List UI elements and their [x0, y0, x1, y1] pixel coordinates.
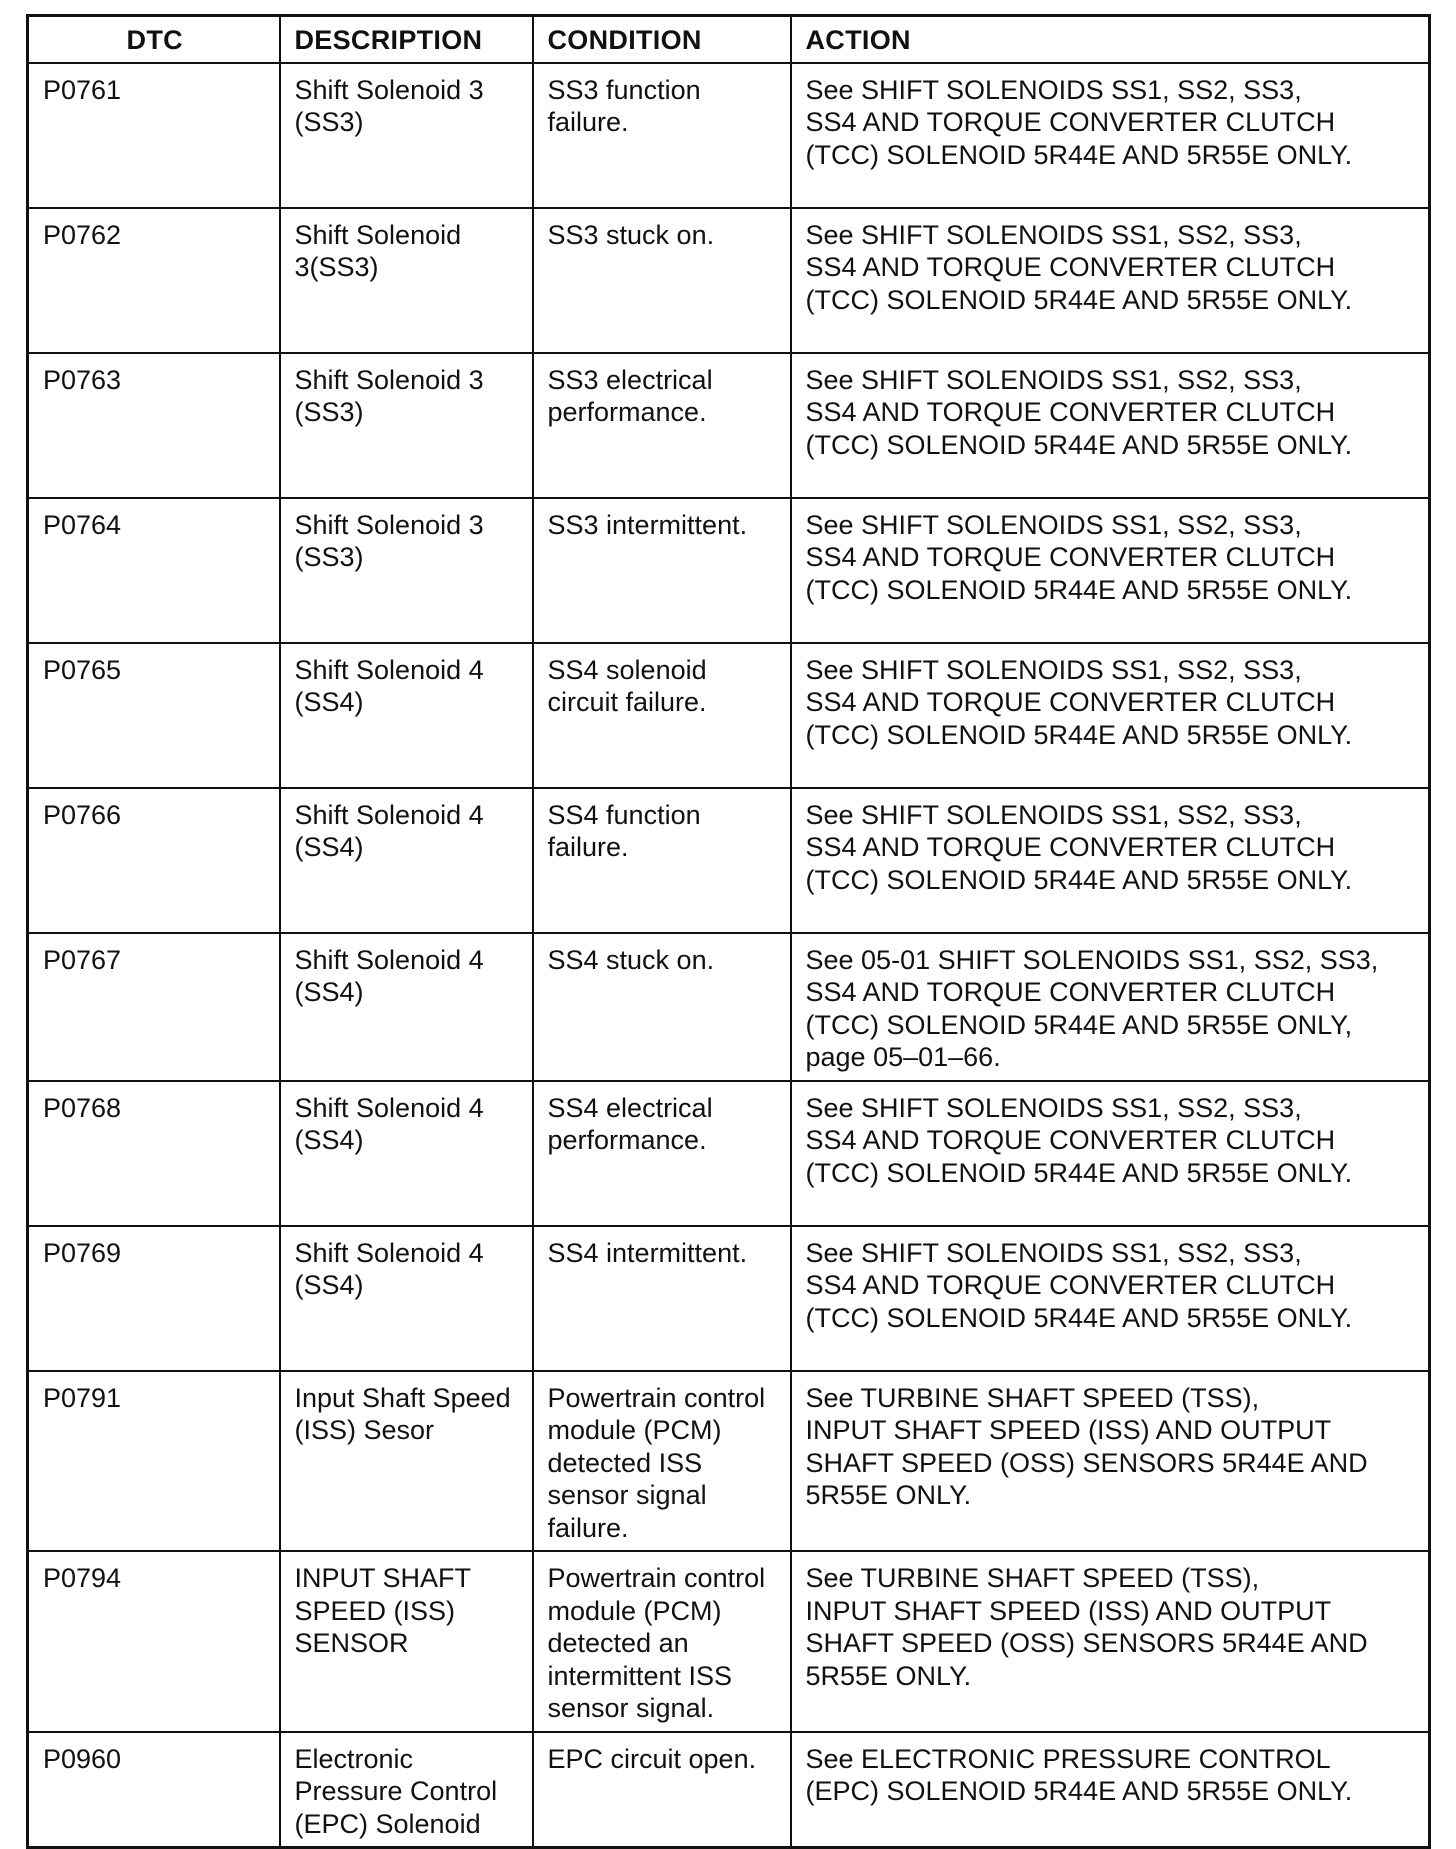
condition-cell: SS3 electrical performance. — [533, 353, 791, 498]
description-cell: Electronic Pressure Control (EPC) Solenoid — [280, 1732, 533, 1848]
condition-cell: SS4 electrical performance. — [533, 1081, 791, 1226]
description-cell: Shift Solenoid 3 (SS3) — [280, 498, 533, 643]
table-row — [28, 63, 1430, 208]
description-cell: Shift Solenoid 4 (SS4) — [280, 788, 533, 933]
action-cell: See SHIFT SOLENOIDS SS1, SS2, SS3, SS4 AND TORQUE CONVERTER CLUTCH (TCC) SOLENOID 5R44E AND 5R55E ONLY. — [791, 1226, 1430, 1371]
action-cell: See SHIFT SOLENOIDS SS1, SS2, SS3, SS4 AND TORQUE CONVERTER CLUTCH (TCC) SOLENOID 5R44E AND 5R55E ONLY. — [791, 1081, 1430, 1226]
dtc-code: P0768 — [28, 1081, 280, 1226]
action-cell: See 05-01 SHIFT SOLENOIDS SS1, SS2, SS3, SS4 AND TORQUE CONVERTER CLUTCH (TCC) SOLENOID 5R44E AND 5R55E ONLY, page 05–01–66. — [791, 933, 1430, 1081]
header-dtc: DTC — [28, 16, 280, 63]
description-cell: Shift Solenoid 3 (SS3) — [280, 353, 533, 498]
dtc-code: P0960 — [28, 1732, 280, 1848]
action-cell: See SHIFT SOLENOIDS SS1, SS2, SS3, SS4 AND TORQUE CONVERTER CLUTCH (TCC) SOLENOID 5R44E AND 5R55E ONLY. — [791, 63, 1430, 208]
action-cell: See SHIFT SOLENOIDS SS1, SS2, SS3, SS4 AND TORQUE CONVERTER CLUTCH (TCC) SOLENOID 5R44E AND 5R55E ONLY. — [791, 788, 1430, 933]
table-row — [28, 1226, 1430, 1371]
dtc-code: P0791 — [28, 1371, 280, 1552]
action-cell: See SHIFT SOLENOIDS SS1, SS2, SS3, SS4 AND TORQUE CONVERTER CLUTCH (TCC) SOLENOID 5R44E AND 5R55E ONLY. — [791, 498, 1430, 643]
description-cell: Shift Solenoid 3 (SS3) — [280, 63, 533, 208]
table-row — [28, 498, 1430, 643]
header-action: ACTION — [791, 16, 1430, 63]
description-cell: Shift Solenoid 4 (SS4) — [280, 1081, 533, 1226]
table-row — [28, 1551, 1430, 1732]
table-row — [28, 788, 1430, 933]
action-cell: See TURBINE SHAFT SPEED (TSS), INPUT SHAFT SPEED (ISS) AND OUTPUT SHAFT SPEED (OSS) SENSORS 5R44E AND 5R55E ONLY. — [791, 1371, 1430, 1552]
dtc-code: P0794 — [28, 1551, 280, 1732]
condition-cell: SS3 function failure. — [533, 63, 791, 208]
dtc-code: P0764 — [28, 498, 280, 643]
dtc-code: P0766 — [28, 788, 280, 933]
dtc-code: P0762 — [28, 208, 280, 353]
table-row — [28, 1732, 1430, 1848]
condition-cell: Powertrain control module (PCM) detected an intermittent ISS sensor signal. — [533, 1551, 791, 1732]
table-row — [28, 643, 1430, 788]
action-cell: See ELECTRONIC PRESSURE CONTROL (EPC) SOLENOID 5R44E AND 5R55E ONLY. — [791, 1732, 1430, 1848]
condition-cell: Powertrain control module (PCM) detected ISS sensor signal failure. — [533, 1371, 791, 1552]
condition-cell: SS3 intermittent. — [533, 498, 791, 643]
dtc-table — [26, 14, 1431, 1849]
header-condition: CONDITION — [533, 16, 791, 63]
action-cell: See SHIFT SOLENOIDS SS1, SS2, SS3, SS4 AND TORQUE CONVERTER CLUTCH (TCC) SOLENOID 5R44E AND 5R55E ONLY. — [791, 208, 1430, 353]
action-cell: See SHIFT SOLENOIDS SS1, SS2, SS3, SS4 AND TORQUE CONVERTER CLUTCH (TCC) SOLENOID 5R44E AND 5R55E ONLY. — [791, 643, 1430, 788]
description-cell: Input Shaft Speed (ISS) Sesor — [280, 1371, 533, 1552]
description-cell: Shift Solenoid 4 (SS4) — [280, 1226, 533, 1371]
action-cell: See TURBINE SHAFT SPEED (TSS), INPUT SHAFT SPEED (ISS) AND OUTPUT SHAFT SPEED (OSS) SENSORS 5R44E AND 5R55E ONLY. — [791, 1551, 1430, 1732]
description-cell: Shift Solenoid 3(SS3) — [280, 208, 533, 353]
dtc-code: P0769 — [28, 1226, 280, 1371]
condition-cell: SS4 solenoid circuit failure. — [533, 643, 791, 788]
description-cell: INPUT SHAFT SPEED (ISS) SENSOR — [280, 1551, 533, 1732]
table-header-row — [28, 16, 1430, 63]
header-description: DESCRIPTION — [280, 16, 533, 63]
condition-cell: SS4 stuck on. — [533, 933, 791, 1081]
dtc-code: P0761 — [28, 63, 280, 208]
table-row — [28, 353, 1430, 498]
dtc-code: P0765 — [28, 643, 280, 788]
action-cell: See SHIFT SOLENOIDS SS1, SS2, SS3, SS4 AND TORQUE CONVERTER CLUTCH (TCC) SOLENOID 5R44E AND 5R55E ONLY. — [791, 353, 1430, 498]
table-row — [28, 933, 1430, 1081]
description-cell: Shift Solenoid 4 (SS4) — [280, 933, 533, 1081]
condition-cell: EPC circuit open. — [533, 1732, 791, 1848]
table-row — [28, 1081, 1430, 1226]
condition-cell: SS3 stuck on. — [533, 208, 791, 353]
description-cell: Shift Solenoid 4 (SS4) — [280, 643, 533, 788]
table-row — [28, 208, 1430, 353]
dtc-code: P0763 — [28, 353, 280, 498]
table-row — [28, 1371, 1430, 1552]
condition-cell: SS4 function failure. — [533, 788, 791, 933]
dtc-code: P0767 — [28, 933, 280, 1081]
condition-cell: SS4 intermittent. — [533, 1226, 791, 1371]
